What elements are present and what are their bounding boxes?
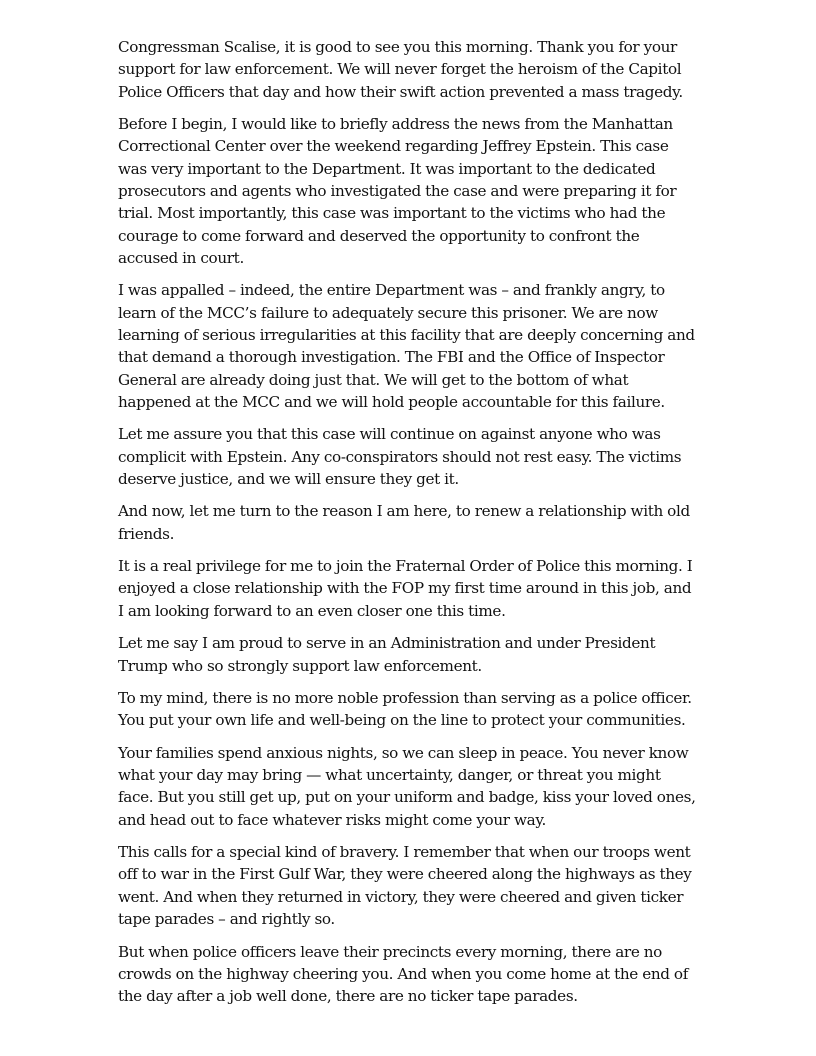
paragraph-bravery: This calls for a special kind of bravery. I remember that when our troops went off to war in the First Gulf War, they were cheered along the highways as they went. And when they returned in victory, they were cheered and given ticker tape parades – and rightly so. bbox=[118, 843, 692, 929]
paragraph-epstein-news: Before I begin, I would like to briefly address the news from the Manhattan Correctional Center over the weekend regarding Jeffrey Epstein. This case was very important to the Department. It was important to the dedicated prosecutors and agents who investigated the case and were preparing it for trial. Most importantly, this case was important to the victims who had the courage to come forward and deserved the opportunity to confront the accused in court. bbox=[118, 115, 677, 267]
paragraph-mcc-failure: I was appalled – indeed, the entire Department was – and frankly angry, to learn of the MCC’s failure to adequately secure this prisoner. We are now learning of serious irregularities at this facility that are deeply concerning and that demand a thorough investigation. The FBI and the Office of Inspector General are already doing just that. We will get to the bottom of what happened at the MCC and we will hold people accountable for this failure. bbox=[118, 281, 695, 411]
paragraph-fop-privilege: It is a real privilege for me to join the Fraternal Order of Police this morning. I enjoyed a close relationship with the FOP my first time around in this job, and I am looking forward to an even closer one this time. bbox=[118, 557, 693, 620]
paragraph-case-continues: Let me assure you that this case will continue on against anyone who was complicit with Epstein. Any co-conspirators should not rest easy. The victims deserve justice, and we will ensure they get it. bbox=[118, 425, 682, 488]
paragraph-noble-profession: To my mind, there is no more noble profession than serving as a police officer. You put your own life and well-being on the line to protect your communities. bbox=[118, 689, 692, 730]
paragraph-greeting: Congressman Scalise, it is good to see you this morning. Thank you for your support for law enforcement. We will never forget the heroism of the Capitol Police Officers that day and how their swift action prevented a mass tragedy. bbox=[118, 38, 683, 101]
paragraph-families: Your families spend anxious nights, so we can sleep in peace. You never know what your day may bring — what uncertainty, danger, or threat you might face. But you still get up, put on your uniform and badge, kiss your loved ones, and head out to face whatever risks might come your way. bbox=[118, 743, 696, 829]
paragraph-administration: Let me say I am proud to serve in an Administration and under President Trump who so strongly support law enforcement. bbox=[118, 634, 656, 675]
paragraph-no-parades: But when police officers leave their precincts every morning, there are no crowds on the highway cheering you. And when you come home at the end of the day after a job well done, there are no ticker tape parades. bbox=[118, 942, 688, 1006]
paragraph-renew-relationship: And now, let me turn to the reason I am here, to renew a relationship with old friends. bbox=[118, 502, 690, 543]
document-page bbox=[118, 36, 698, 1018]
